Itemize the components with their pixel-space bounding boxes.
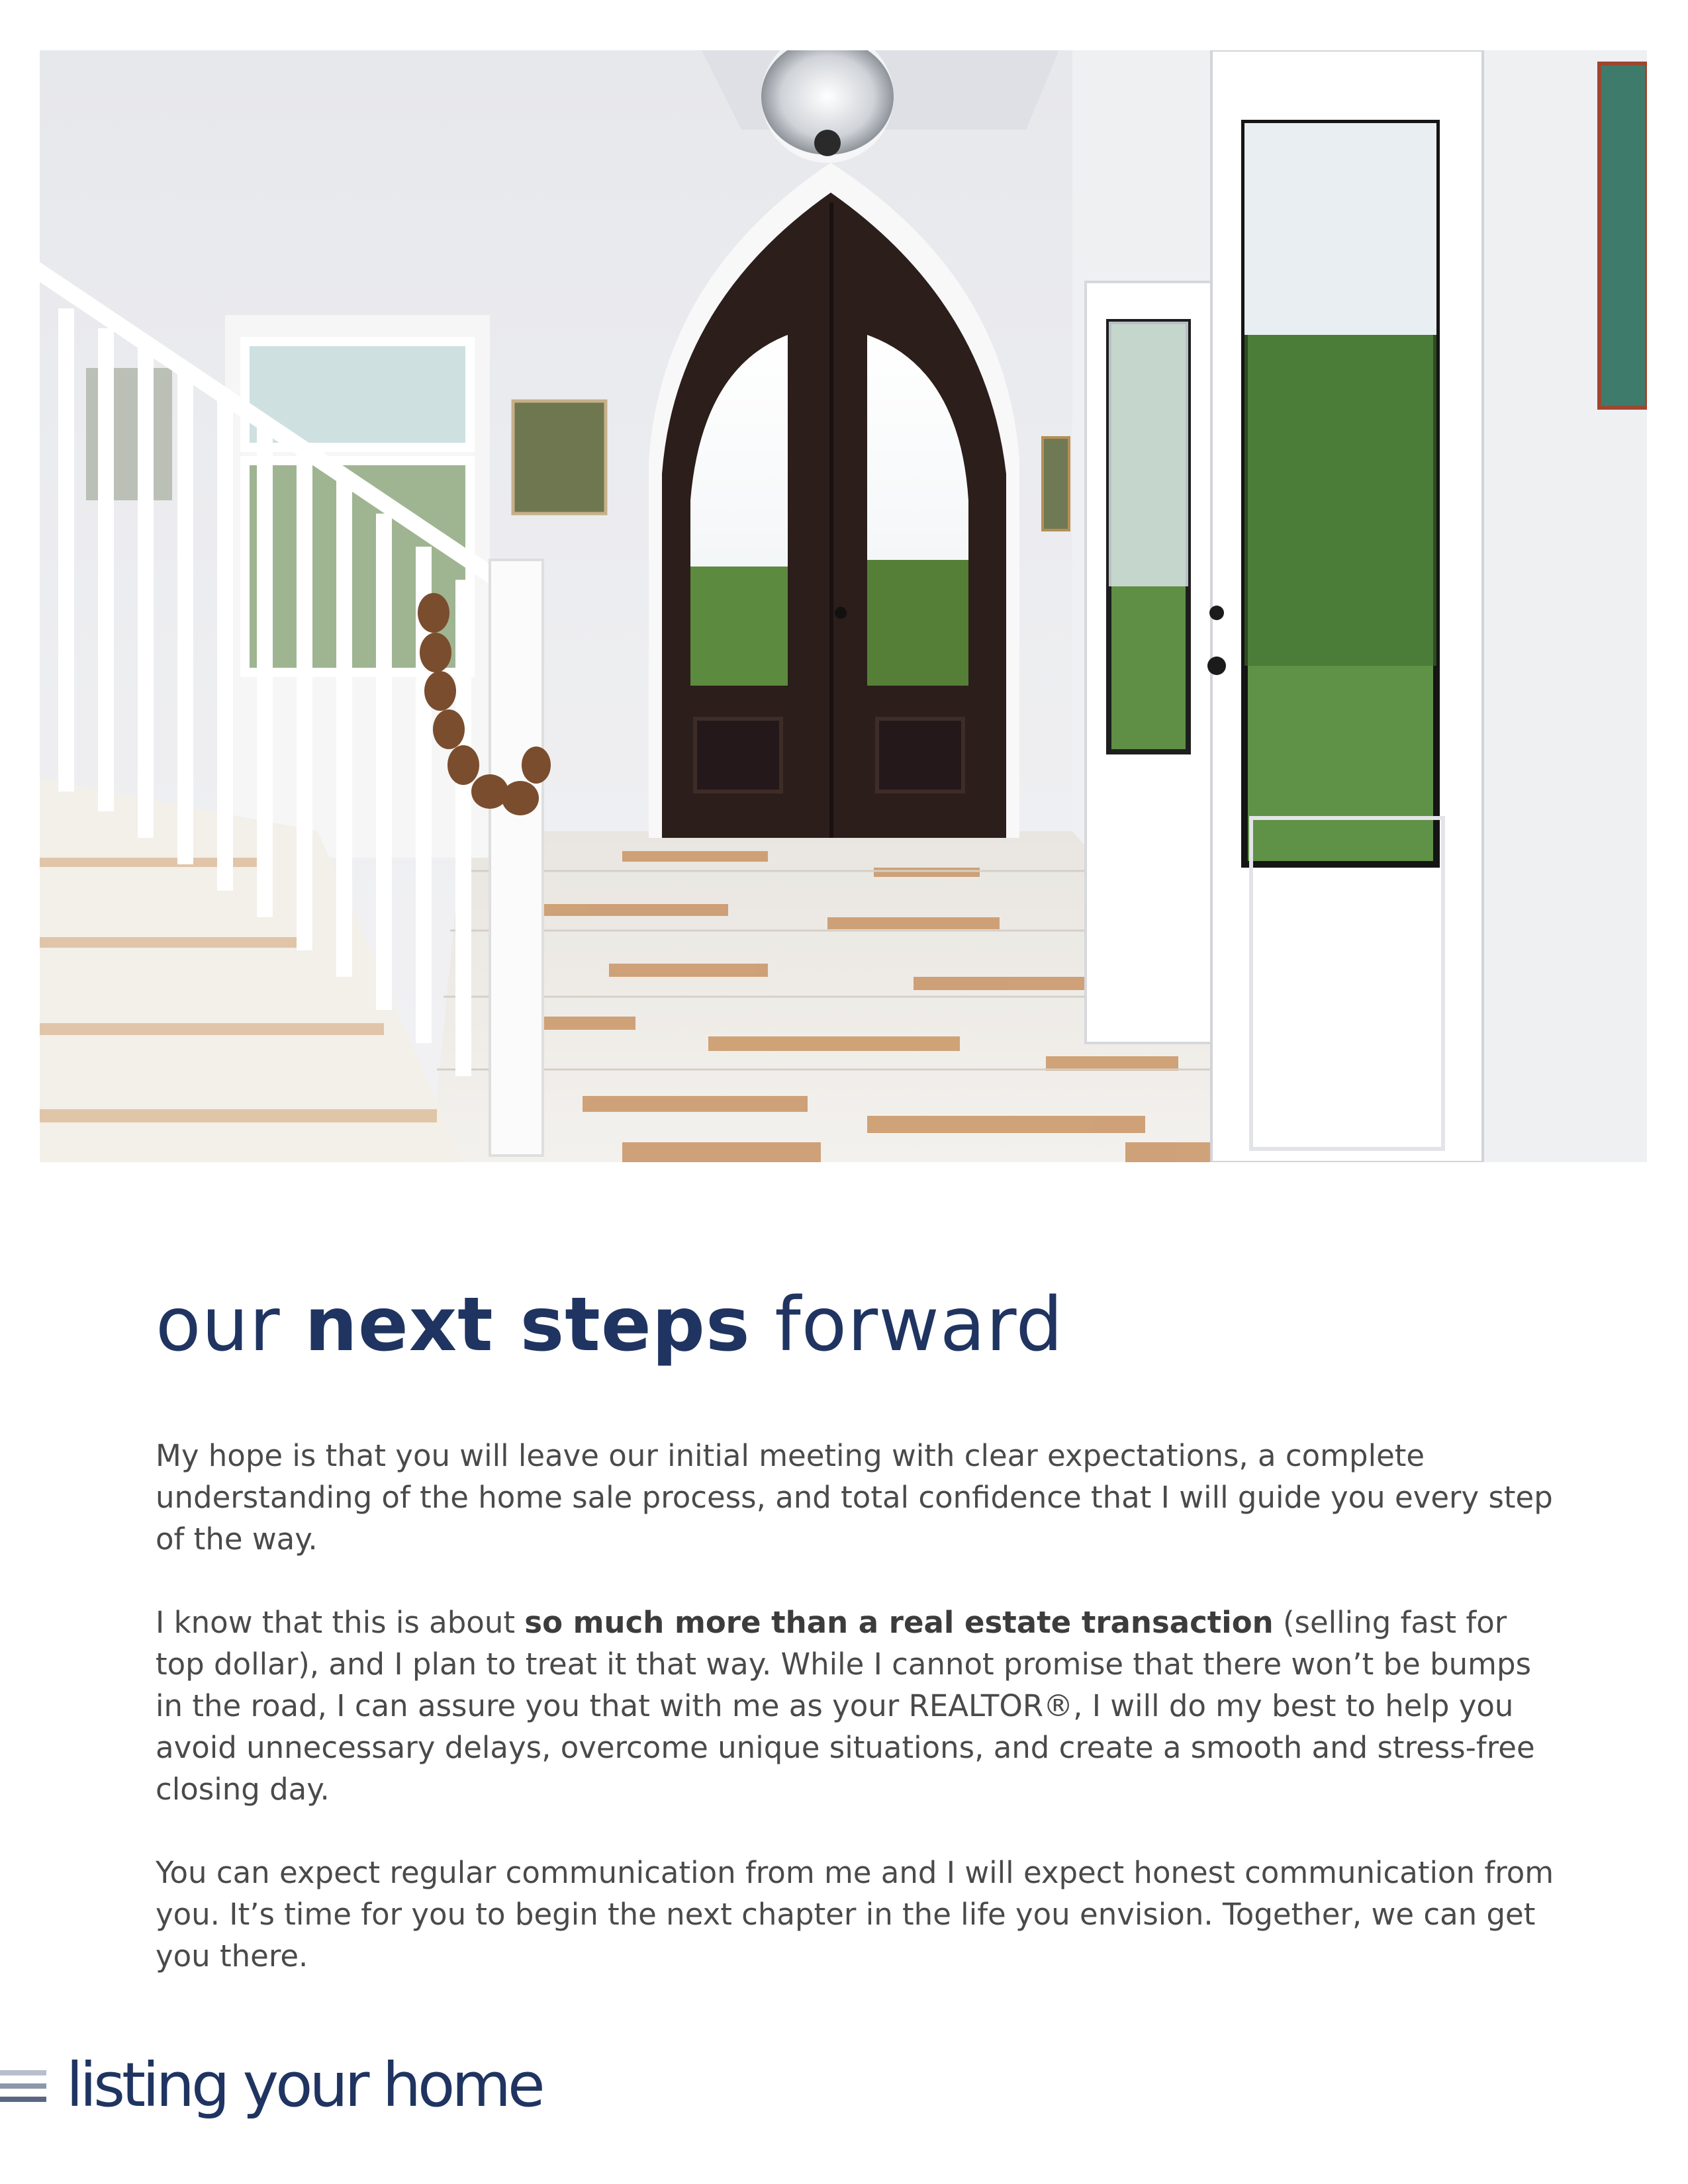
stripes-icon [0, 2070, 46, 2115]
paragraph-2-pre: I know that this is about [156, 1605, 525, 1640]
paragraph-1: My hope is that you will leave our initial meeting with clear expectations, a complete understanding of the home sale process, and total confidence that I will guide you every step of the way. [156, 1438, 1553, 1557]
page-title [156, 1281, 1064, 1369]
paragraph-2-bold: so much more than a real estate transaction [524, 1605, 1274, 1640]
title-pre: our [156, 1282, 305, 1368]
title-bold: next steps [305, 1282, 751, 1368]
hero-photo [40, 50, 1647, 1162]
entryway-photo-icon [40, 50, 1647, 1162]
paragraph-3: You can expect regular communication from me and I will expect honest communication from you. It’s time for you to begin the next chapter in the life you envision. Together, we can get you there. [156, 1855, 1554, 1974]
paragraph-2-post: (selling fast for top dollar), and I plan to treat it that way. While I cannot promise that there won’t be bumps in the road, I can assure you that with me as your REALTOR®, I will do my best to help you avoid unnecessary delays, overcome unique situations, and create a smooth and stress-free closing day. [156, 1605, 1535, 1807]
title-post: forward [750, 1282, 1064, 1368]
paragraph-2 [156, 1602, 1559, 1810]
footer-label: listing your home [66, 2050, 542, 2120]
body-text [156, 1435, 1559, 2019]
